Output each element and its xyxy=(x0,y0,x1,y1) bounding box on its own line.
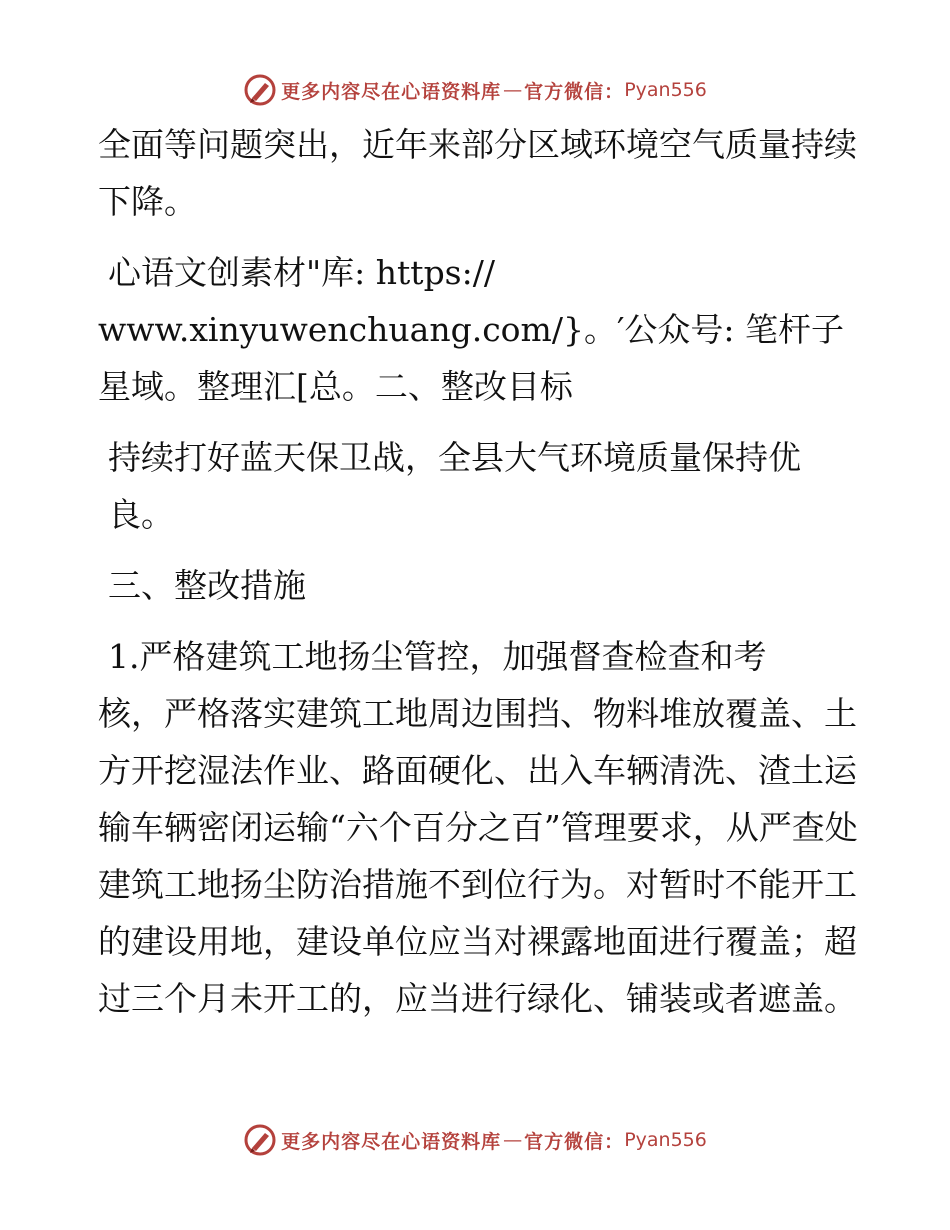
footer-dash: — xyxy=(503,1129,523,1151)
paragraph-goal: 持续打好蓝天保卫战，全县大气环境质量保持优良。 xyxy=(108,438,801,534)
document-body xyxy=(98,116,858,1027)
banner-wechat-label: 官方微信： xyxy=(524,80,625,103)
paragraph-source-line-1: 心语文创素材"库: https:// xyxy=(108,253,495,292)
footer-site-text: 更多内容尽在心语资料库 xyxy=(281,1130,502,1153)
paragraph-measure-1-body: 核，严格落实建筑工地周边围挡、物料堆放覆盖、土方开挖湿法作业、路面硬化、出入车辆清洗、渣土运输车辆密闭运输“六个百分之百”管理要求，从严查处建筑工地扬尘防治措施不到位行为。对暂时不能开工的建设用地，建设单位应当对裸露地面进行覆盖；超过三个月未开工的，应当进行绿化、铺装或者遮盖。 xyxy=(98,694,858,1018)
footer-banner xyxy=(0,1120,950,1160)
paragraph-intro: 全面等问题突出，近年来部分区域环境空气质量持续下降。 xyxy=(98,125,857,221)
banner-dash: — xyxy=(503,79,523,101)
footer-wechat-label: 官方微信： xyxy=(524,1130,625,1153)
banner-site-text: 更多内容尽在心语资料库 xyxy=(281,80,502,103)
pen-logo-icon xyxy=(243,1123,277,1157)
banner-wechat-id: Pyan556 xyxy=(624,79,707,101)
section-heading-measures: 三、整改措施 xyxy=(108,566,306,605)
pen-logo-icon xyxy=(243,73,277,107)
header-banner xyxy=(0,70,950,110)
paragraph-measure-1-first: 1.严格建筑工地扬尘管控，加强督查检查和考 xyxy=(108,637,767,676)
footer-wechat-id: Pyan556 xyxy=(624,1129,707,1151)
paragraph-source-line-2: www.xinyuwenchuang.com/}。′公众号: 笔杆子星域。整理汇[总。二、整改目标 xyxy=(98,310,845,406)
